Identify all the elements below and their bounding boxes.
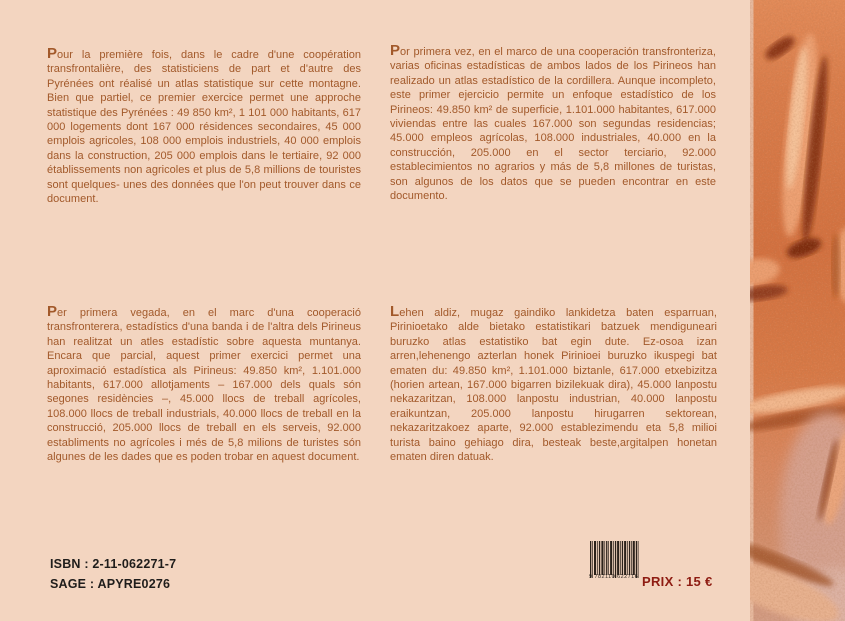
paragraph-french-text: our la première fois, dans le cadre d'une coopération transfrontalière, des statisticiens de part et d'autre des Pyrénées ont réalisé un atlas statistique sur cette montagne. Bien que partiel, ce premier exercice permet une approche statistique des Pyrénées : 49 850 km², 1 101 000 habitants, 617 000 logements dont 167 000 résidences secondaires, 45 000 emplois agricoles, 108 000 emplois industriels, 40 000 emplois dans la construction, 205 000 emplois dans le tertiaire, 92 000 établissements non agricoles et plus de 5,8 millions de touristes sont quelques- unes des données que l'on peut trouver dans ce document. (47, 49, 361, 206)
dropcap-french: P (47, 45, 58, 62)
paragraph-spanish (390, 42, 716, 203)
dropcap-catalan: P (47, 303, 58, 320)
publication-codes (50, 554, 176, 594)
sage-text: SAGE : APYRE0276 (50, 577, 171, 591)
dropcap-spanish: P (390, 42, 401, 59)
isbn-text: ISBN : 2-11-062271-7 (50, 557, 177, 571)
paragraph-spanish-text: or primera vez, en el marco de una cooperación transfronteriza, varias oficinas estadísticas de ambos lados de los Pirineos han realizado un atlas estadístico de la cordillera. Aunque incompleto, este primer ejercicio permite un enfoque estadístico de los Pirineos: 49.850 km² de superficie, 1.101.000 habitantes, 617.000 viviendas entre las cuales 167.000 son segundas residencias; 45.000 empleos agrícolas, 108.000 industriales, 40.000 en la construcción, 205.000 en el sector terciario, 92.000 establecimientos no agrarios y más de 5,8 millones de turistas, son algunos de los datos que se pueden encontrar en este documento. (390, 46, 716, 203)
price-label: PRIX : 15 € (642, 574, 713, 589)
paragraph-basque (390, 303, 717, 464)
rock-texture-image (750, 0, 845, 621)
paragraph-catalan (47, 303, 361, 464)
paragraph-french (47, 45, 361, 206)
paragraph-basque-text: ehen aldiz, mugaz gaindiko lankidetza baten esparruan, Pirinioetako alde bietako estatistikari batzuek mendiguneari buruzko atlas estatistiko bat egin dute. Ez-osoa izan arren,lehenengo azterlan honek Pirinioei buruzko ikuspegi bat ematen du: 49.850 km², 1.101.000 biztanle, 617.000 etxebizitza (horien artean, 167.000 bigarren bizilekuak dira), 45.000 lanpostu nekazaritzan, 108.000 lanpostu industrian, 40.000 lanpostu eraikuntzan, 205.000 lanpostu hirugarren sektorean, nekazaritzakoez aparte, 92.000 establezimendu eta 5,8 milioi turista baino gehiago dira, besteak beste,argitalpen honetan ematen diren datuak. (390, 307, 717, 464)
barcode (589, 541, 639, 580)
paragraph-catalan-text: er primera vegada, en el marc d'una cooperació transfronterera, estadístics d'una banda i de l'altra dels Pirineus han realitzat un atles estadístic sobre aquesta muntanya. Encara que parcial, aquest primer exercici permet una aproximació estadística als Pirineus: 49.850 km², 1.101.000 habitants, 617.000 allotjaments – 167.000 dels quals són segones residències –, 45.000 llocs de treball agrícoles, 108.000 llocs de treball industrials, 40.000 llocs de treball en la construcció, 205.000 llocs de treball en els serveis, 92.000 establiments no agrícoles i més de 5,8 milions de turistes són algunes de les dades que es poden trobar en aquest document. (47, 307, 361, 464)
barcode-digits: 9 782110 622716 (589, 574, 639, 580)
dropcap-basque: L (390, 303, 400, 320)
rock-texture-graphic (750, 0, 845, 621)
